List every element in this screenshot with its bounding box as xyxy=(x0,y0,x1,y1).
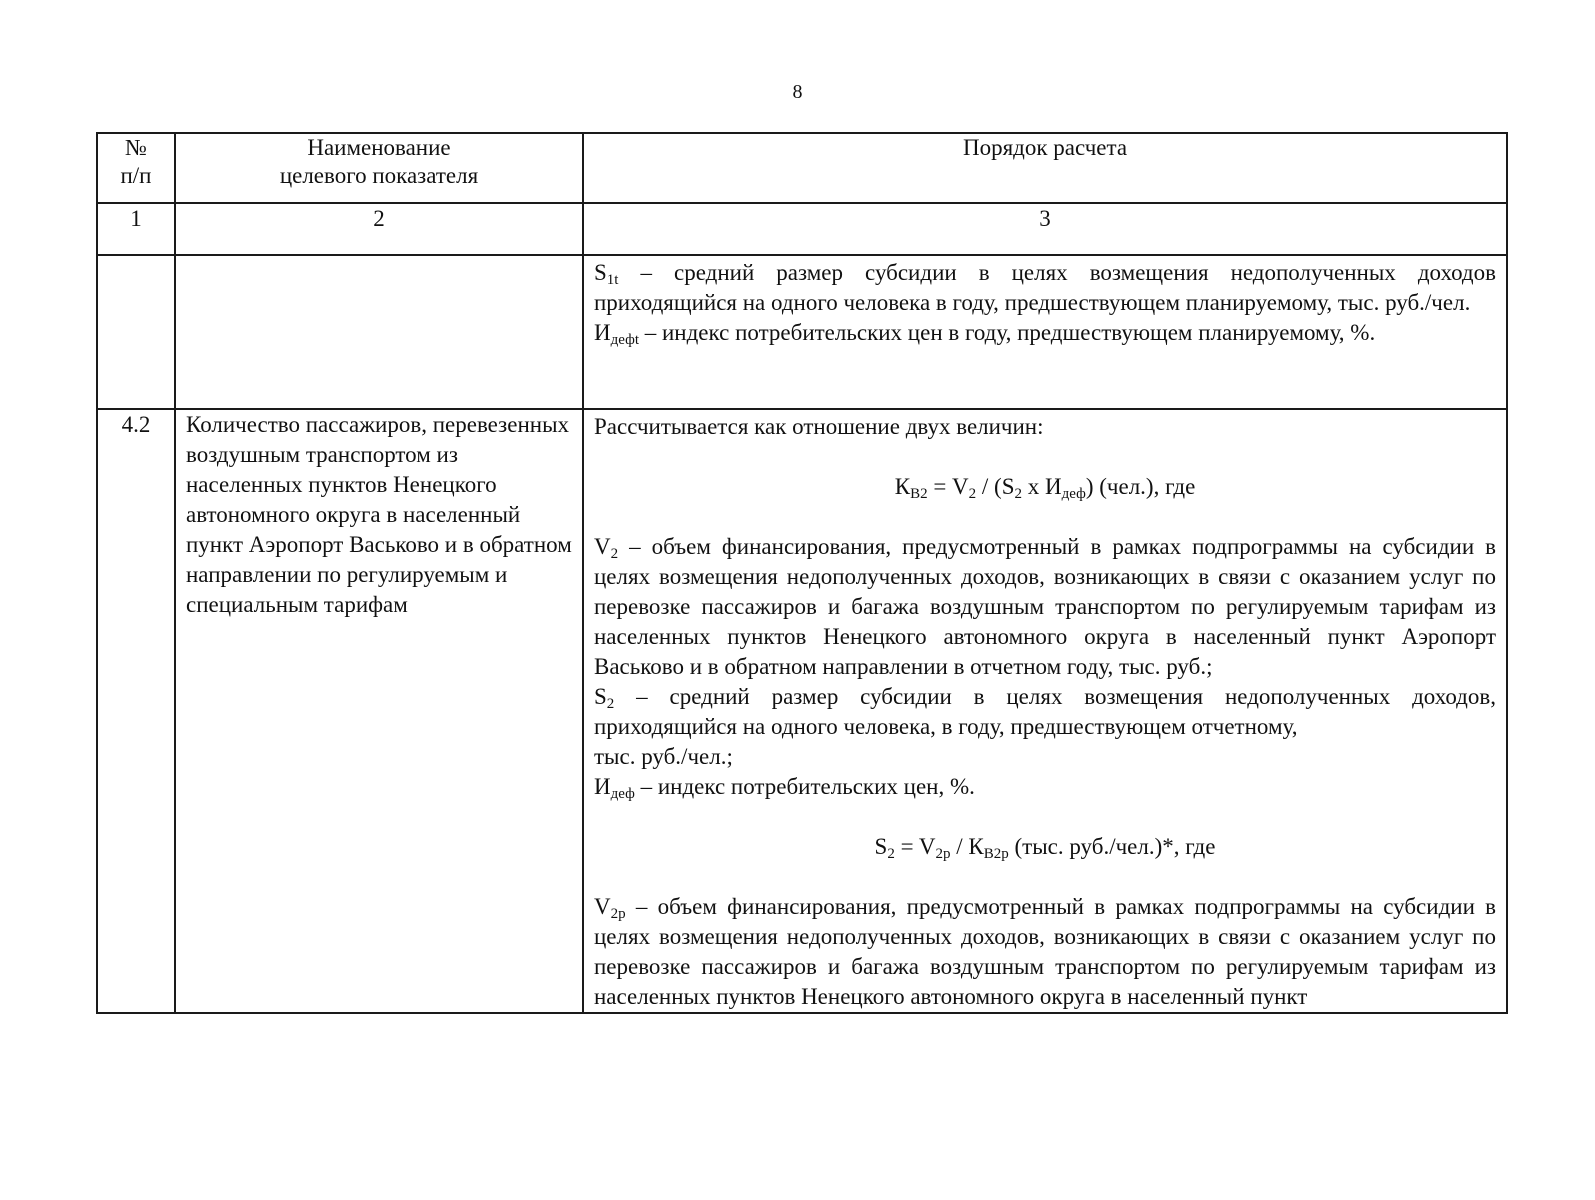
calculation-method-cell xyxy=(583,409,1507,1013)
formula1-k-sub: В2 xyxy=(910,486,928,502)
formula1-v-sub: 2 xyxy=(968,486,977,502)
v2-symbol: V xyxy=(594,534,611,559)
formula1-s-sub: 2 xyxy=(1014,486,1023,502)
formula1-i: х И xyxy=(1022,474,1062,499)
formula1-v: = V xyxy=(927,474,969,499)
s2-subscript: 2 xyxy=(606,696,615,712)
column-number-1: 1 xyxy=(97,203,175,255)
header-calculation-column xyxy=(583,133,1507,203)
calculation-intro: Рассчитывается как отношение двух величин: xyxy=(594,414,1044,439)
header-calculation-label: Порядок расчета xyxy=(962,135,1128,160)
table-row-4-2 xyxy=(97,409,1507,1013)
formula2-s-sub: 2 xyxy=(887,846,895,862)
idef-subscript: деф xyxy=(610,786,635,802)
v2-subscript: 2 xyxy=(610,546,619,562)
s1t-definition xyxy=(594,258,1496,318)
header-number-abbr: п/п xyxy=(120,163,152,188)
column-numbers-row xyxy=(97,203,1507,255)
formula-s2 xyxy=(594,832,1496,862)
formula1-i-sub: деф xyxy=(1061,486,1086,502)
header-number-column xyxy=(97,133,175,203)
v2p-subscript: 2р xyxy=(610,906,626,922)
indicator-name-cell: Количество пассажиров, перевезенных воздушным транспортом из населенных пунктов Ненецкого автономного округа в населенный пункт Аэропорт Васьково и в обратном направлении по регулируемым и специальным тарифам xyxy=(175,409,583,1013)
formula2-v: = V xyxy=(894,834,936,859)
v2p-text: – объем финансирования, предусмотренный в рамках подпрограммы на субсидии в целях возмещения недополученных доходов, возникающих в связи с оказанием услуг по перевозке пассажиров и багажа воздушным транспортом по регулируемым тарифам из населенных пунктов Ненецкого автономного округа в населенный пункт xyxy=(594,894,1496,1009)
header-name-line1: Наименование xyxy=(307,135,451,160)
s2-unit: тыс. руб./чел.; xyxy=(594,744,733,769)
calculation-table xyxy=(96,132,1508,1014)
formula2-k-sub: В2р xyxy=(983,846,1009,862)
v2p-definition xyxy=(594,892,1496,1012)
formula-kv2 xyxy=(594,472,1496,502)
column-number-2: 2 xyxy=(175,203,583,255)
ideft-definition xyxy=(594,318,1496,348)
s2-text: – средний размер субсидии в целях возмещения недополученных доходов, приходящийся на одного человека, в году, предшествующем отчетному, xyxy=(594,684,1496,739)
s2-definition xyxy=(594,682,1496,742)
continuation-name-cell xyxy=(175,255,583,409)
idef-text: – индекс потребительских цен, %. xyxy=(634,774,975,799)
v2-text: – объем финансирования, предусмотренный в рамках подпрограммы на субсидии в целях возмещения недополученных доходов, возникающих в связи с оказанием услуг по перевозке пассажиров и багажа воздушным транспортом по регулируемым тарифам из населенных пунктов Ненецкого автономного округа в населенный пункт Аэропорт Васьково и в обратном направлении в отчетном году, тыс. руб.; xyxy=(594,534,1496,679)
row-number-cell: 4.2 xyxy=(97,409,175,1013)
v2-definition xyxy=(594,532,1496,682)
idef-definition xyxy=(594,772,1496,802)
formula1-k: К xyxy=(894,474,911,499)
formula2-s: S xyxy=(874,834,888,859)
header-name-column xyxy=(175,133,583,203)
s1t-text: – средний размер субсидии в целях возмещения недополученных доходов приходящийся на одного человека в году, предшествующем планируемому, тыс. руб./чел. xyxy=(594,260,1496,315)
ideft-text: – индекс потребительских цен в году, предшествующем планируемому, %. xyxy=(638,320,1376,345)
header-number-symbol: № xyxy=(125,135,147,160)
s1t-symbol: S xyxy=(594,260,607,285)
v2p-symbol: V xyxy=(594,894,611,919)
s2-symbol: S xyxy=(594,684,607,709)
page-number: 8 xyxy=(792,81,803,103)
formula2-k: / К xyxy=(950,834,984,859)
table-header-row xyxy=(97,133,1507,203)
continuation-calculation-cell xyxy=(583,255,1507,409)
continuation-number-cell xyxy=(97,255,175,409)
formula1-tail: ) (чел.), где xyxy=(1085,474,1196,499)
ideft-symbol: И xyxy=(594,320,611,345)
s1t-subscript: 1t xyxy=(606,272,619,288)
formula2-v-sub: 2р xyxy=(935,846,951,862)
formula1-s: / (S xyxy=(976,474,1015,499)
column-number-3: 3 xyxy=(583,203,1507,255)
idef-symbol: И xyxy=(594,774,611,799)
ideft-subscript: дефt xyxy=(610,332,639,348)
header-name-line2: целевого показателя xyxy=(279,163,479,188)
formula2-tail: (тыс. руб./чел.)*, где xyxy=(1008,834,1216,859)
table-row-continuation xyxy=(97,255,1507,409)
